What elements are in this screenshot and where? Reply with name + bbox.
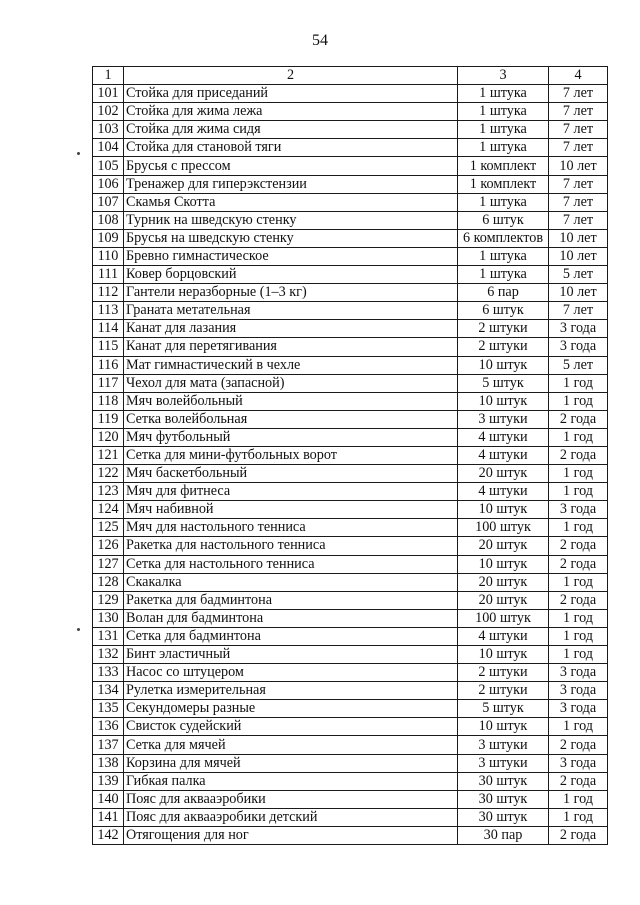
quantity-cell: 4 штуки <box>458 446 549 464</box>
service-life-cell: 1 год <box>549 374 608 392</box>
service-life-cell: 1 год <box>549 718 608 736</box>
table-row <box>93 446 608 464</box>
quantity-cell: 1 штука <box>458 121 549 139</box>
service-life-cell: 1 год <box>549 646 608 664</box>
item-name-cell: Стойка для приседаний <box>124 85 458 103</box>
quantity-cell: 10 штук <box>458 718 549 736</box>
quantity-cell: 6 пар <box>458 284 549 302</box>
service-life-cell: 1 год <box>549 808 608 826</box>
table-row <box>93 627 608 645</box>
service-life-cell: 1 год <box>549 465 608 483</box>
table-row <box>93 211 608 229</box>
row-number-cell: 122 <box>93 465 124 483</box>
row-number-cell: 126 <box>93 537 124 555</box>
item-name-cell: Ракетка для настольного тенниса <box>124 537 458 555</box>
item-name-cell: Граната метательная <box>124 302 458 320</box>
quantity-cell: 1 штука <box>458 139 549 157</box>
item-name-cell: Гибкая палка <box>124 772 458 790</box>
row-number-cell: 109 <box>93 229 124 247</box>
item-name-cell: Бревно гимнастическое <box>124 247 458 265</box>
service-life-cell: 3 года <box>549 682 608 700</box>
quantity-cell: 6 штук <box>458 302 549 320</box>
service-life-cell: 3 года <box>549 754 608 772</box>
table-row <box>93 392 608 410</box>
quantity-cell: 20 штук <box>458 573 549 591</box>
item-name-cell: Пояс для аквааэробики детский <box>124 808 458 826</box>
table-row <box>93 157 608 175</box>
service-life-cell: 3 года <box>549 700 608 718</box>
service-life-cell: 2 года <box>549 537 608 555</box>
service-life-cell: 5 лет <box>549 266 608 284</box>
service-life-cell: 1 год <box>549 790 608 808</box>
row-number-cell: 131 <box>93 627 124 645</box>
item-name-cell: Канат для перетягивания <box>124 338 458 356</box>
quantity-cell: 4 штуки <box>458 483 549 501</box>
quantity-cell: 20 штук <box>458 591 549 609</box>
quantity-cell: 4 штуки <box>458 627 549 645</box>
quantity-cell: 100 штук <box>458 519 549 537</box>
quantity-cell: 3 штуки <box>458 754 549 772</box>
quantity-cell: 30 штук <box>458 808 549 826</box>
row-number-cell: 102 <box>93 103 124 121</box>
quantity-cell: 2 штуки <box>458 664 549 682</box>
table-header-row <box>93 67 608 85</box>
service-life-cell: 3 года <box>549 501 608 519</box>
table-row <box>93 175 608 193</box>
item-name-cell: Тренажер для гиперэкстензии <box>124 175 458 193</box>
table-row <box>93 790 608 808</box>
service-life-cell: 5 лет <box>549 356 608 374</box>
item-name-cell: Гантели неразборные (1–3 кг) <box>124 284 458 302</box>
item-name-cell: Мяч для фитнеса <box>124 483 458 501</box>
row-number-cell: 117 <box>93 374 124 392</box>
row-number-cell: 142 <box>93 826 124 844</box>
table-row <box>93 609 608 627</box>
row-number-cell: 104 <box>93 139 124 157</box>
row-number-cell: 130 <box>93 609 124 627</box>
service-life-cell: 1 год <box>549 483 608 501</box>
item-name-cell: Брусья на шведскую стенку <box>124 229 458 247</box>
quantity-cell: 20 штук <box>458 537 549 555</box>
margin-mark <box>77 152 80 155</box>
row-number-cell: 140 <box>93 790 124 808</box>
row-number-cell: 121 <box>93 446 124 464</box>
item-name-cell: Сетка для мячей <box>124 736 458 754</box>
quantity-cell: 2 штуки <box>458 682 549 700</box>
row-number-cell: 138 <box>93 754 124 772</box>
table-row <box>93 338 608 356</box>
item-name-cell: Чехол для мата (запасной) <box>124 374 458 392</box>
service-life-cell: 2 года <box>549 826 608 844</box>
table-row <box>93 103 608 121</box>
item-name-cell: Бинт эластичный <box>124 646 458 664</box>
quantity-cell: 20 штук <box>458 465 549 483</box>
item-name-cell: Турник на шведскую стенку <box>124 211 458 229</box>
table-row <box>93 320 608 338</box>
row-number-cell: 118 <box>93 392 124 410</box>
item-name-cell: Мяч для настольного тенниса <box>124 519 458 537</box>
table-row <box>93 139 608 157</box>
header-cell-name: 2 <box>124 67 458 85</box>
item-name-cell: Сетка для настольного тенниса <box>124 555 458 573</box>
quantity-cell: 6 штук <box>458 211 549 229</box>
row-number-cell: 139 <box>93 772 124 790</box>
header-cell-number: 1 <box>93 67 124 85</box>
table-row <box>93 826 608 844</box>
quantity-cell: 1 штука <box>458 247 549 265</box>
row-number-cell: 120 <box>93 428 124 446</box>
item-name-cell: Насос со штуцером <box>124 664 458 682</box>
item-name-cell: Отягощения для ног <box>124 826 458 844</box>
service-life-cell: 7 лет <box>549 85 608 103</box>
row-number-cell: 132 <box>93 646 124 664</box>
item-name-cell: Мат гимнастический в чехле <box>124 356 458 374</box>
service-life-cell: 2 года <box>549 410 608 428</box>
service-life-cell: 7 лет <box>549 175 608 193</box>
row-number-cell: 124 <box>93 501 124 519</box>
quantity-cell: 5 штук <box>458 374 549 392</box>
quantity-cell: 30 пар <box>458 826 549 844</box>
table-row <box>93 410 608 428</box>
item-name-cell: Свисток судейский <box>124 718 458 736</box>
item-name-cell: Рулетка измерительная <box>124 682 458 700</box>
item-name-cell: Мяч баскетбольный <box>124 465 458 483</box>
table-row <box>93 501 608 519</box>
page-number: 54 <box>312 32 328 49</box>
service-life-cell: 10 лет <box>549 284 608 302</box>
row-number-cell: 108 <box>93 211 124 229</box>
table-row <box>93 772 608 790</box>
row-number-cell: 141 <box>93 808 124 826</box>
table-row <box>93 85 608 103</box>
table-row <box>93 537 608 555</box>
item-name-cell: Ковер борцовский <box>124 266 458 284</box>
row-number-cell: 101 <box>93 85 124 103</box>
item-name-cell: Стойка для жима лежа <box>124 103 458 121</box>
service-life-cell: 10 лет <box>549 247 608 265</box>
item-name-cell: Брусья с прессом <box>124 157 458 175</box>
table-row <box>93 700 608 718</box>
quantity-cell: 1 штука <box>458 103 549 121</box>
quantity-cell: 30 штук <box>458 772 549 790</box>
item-name-cell: Сетка для бадминтона <box>124 627 458 645</box>
item-name-cell: Ракетка для бадминтона <box>124 591 458 609</box>
row-number-cell: 123 <box>93 483 124 501</box>
table-row <box>93 121 608 139</box>
service-life-cell: 1 год <box>549 519 608 537</box>
table-row <box>93 555 608 573</box>
item-name-cell: Скакалка <box>124 573 458 591</box>
row-number-cell: 115 <box>93 338 124 356</box>
item-name-cell: Стойка для жима сидя <box>124 121 458 139</box>
row-number-cell: 137 <box>93 736 124 754</box>
table-row <box>93 591 608 609</box>
row-number-cell: 103 <box>93 121 124 139</box>
table-row <box>93 573 608 591</box>
table-row <box>93 374 608 392</box>
row-number-cell: 112 <box>93 284 124 302</box>
quantity-cell: 1 штука <box>458 85 549 103</box>
item-name-cell: Мяч волейбольный <box>124 392 458 410</box>
quantity-cell: 1 штука <box>458 193 549 211</box>
row-number-cell: 106 <box>93 175 124 193</box>
service-life-cell: 10 лет <box>549 157 608 175</box>
header-cell-service-life: 4 <box>549 67 608 85</box>
quantity-cell: 5 штук <box>458 700 549 718</box>
service-life-cell: 3 года <box>549 320 608 338</box>
quantity-cell: 1 штука <box>458 266 549 284</box>
service-life-cell: 3 года <box>549 338 608 356</box>
row-number-cell: 127 <box>93 555 124 573</box>
row-number-cell: 110 <box>93 247 124 265</box>
quantity-cell: 6 комплектов <box>458 229 549 247</box>
service-life-cell: 2 года <box>549 772 608 790</box>
row-number-cell: 114 <box>93 320 124 338</box>
quantity-cell: 1 комплект <box>458 157 549 175</box>
service-life-cell: 7 лет <box>549 193 608 211</box>
service-life-cell: 2 года <box>549 736 608 754</box>
table-row <box>93 718 608 736</box>
table-row <box>93 736 608 754</box>
row-number-cell: 128 <box>93 573 124 591</box>
service-life-cell: 2 года <box>549 446 608 464</box>
item-name-cell: Мяч футбольный <box>124 428 458 446</box>
row-number-cell: 111 <box>93 266 124 284</box>
service-life-cell: 7 лет <box>549 211 608 229</box>
quantity-cell: 30 штук <box>458 790 549 808</box>
row-number-cell: 113 <box>93 302 124 320</box>
quantity-cell: 4 штуки <box>458 428 549 446</box>
item-name-cell: Мяч набивной <box>124 501 458 519</box>
quantity-cell: 1 комплект <box>458 175 549 193</box>
service-life-cell: 1 год <box>549 573 608 591</box>
quantity-cell: 10 штук <box>458 356 549 374</box>
item-name-cell: Сетка волейбольная <box>124 410 458 428</box>
table-row <box>93 682 608 700</box>
table-row <box>93 229 608 247</box>
quantity-cell: 10 штук <box>458 392 549 410</box>
table-row <box>93 754 608 772</box>
table-row <box>93 519 608 537</box>
row-number-cell: 125 <box>93 519 124 537</box>
table-body <box>93 85 608 845</box>
item-name-cell: Канат для лазания <box>124 320 458 338</box>
table-row <box>93 465 608 483</box>
service-life-cell: 7 лет <box>549 121 608 139</box>
item-name-cell: Секундомеры разные <box>124 700 458 718</box>
quantity-cell: 2 штуки <box>458 320 549 338</box>
item-name-cell: Корзина для мячей <box>124 754 458 772</box>
row-number-cell: 136 <box>93 718 124 736</box>
service-life-cell: 7 лет <box>549 302 608 320</box>
quantity-cell: 10 штук <box>458 501 549 519</box>
row-number-cell: 129 <box>93 591 124 609</box>
table-row <box>93 193 608 211</box>
equipment-table <box>92 66 608 845</box>
service-life-cell: 1 год <box>549 428 608 446</box>
table-row <box>93 428 608 446</box>
item-name-cell: Сетка для мини-футбольных ворот <box>124 446 458 464</box>
service-life-cell: 7 лет <box>549 139 608 157</box>
row-number-cell: 107 <box>93 193 124 211</box>
row-number-cell: 105 <box>93 157 124 175</box>
item-name-cell: Пояс для аквааэробики <box>124 790 458 808</box>
quantity-cell: 3 штуки <box>458 736 549 754</box>
quantity-cell: 10 штук <box>458 646 549 664</box>
row-number-cell: 134 <box>93 682 124 700</box>
quantity-cell: 2 штуки <box>458 338 549 356</box>
table-row <box>93 808 608 826</box>
service-life-cell: 10 лет <box>549 229 608 247</box>
table-row <box>93 646 608 664</box>
item-name-cell: Стойка для становой тяги <box>124 139 458 157</box>
quantity-cell: 100 штук <box>458 609 549 627</box>
service-life-cell: 1 год <box>549 627 608 645</box>
row-number-cell: 116 <box>93 356 124 374</box>
quantity-cell: 3 штуки <box>458 410 549 428</box>
table-row <box>93 356 608 374</box>
row-number-cell: 119 <box>93 410 124 428</box>
service-life-cell: 7 лет <box>549 103 608 121</box>
table-row <box>93 247 608 265</box>
header-cell-quantity: 3 <box>458 67 549 85</box>
margin-mark <box>77 628 80 631</box>
service-life-cell: 3 года <box>549 664 608 682</box>
item-name-cell: Скамья Скотта <box>124 193 458 211</box>
table-row <box>93 266 608 284</box>
table-row <box>93 483 608 501</box>
quantity-cell: 10 штук <box>458 555 549 573</box>
row-number-cell: 135 <box>93 700 124 718</box>
table-row <box>93 302 608 320</box>
table-row <box>93 664 608 682</box>
service-life-cell: 2 года <box>549 555 608 573</box>
row-number-cell: 133 <box>93 664 124 682</box>
table-row <box>93 284 608 302</box>
service-life-cell: 2 года <box>549 591 608 609</box>
item-name-cell: Волан для бадминтона <box>124 609 458 627</box>
service-life-cell: 1 год <box>549 609 608 627</box>
service-life-cell: 1 год <box>549 392 608 410</box>
